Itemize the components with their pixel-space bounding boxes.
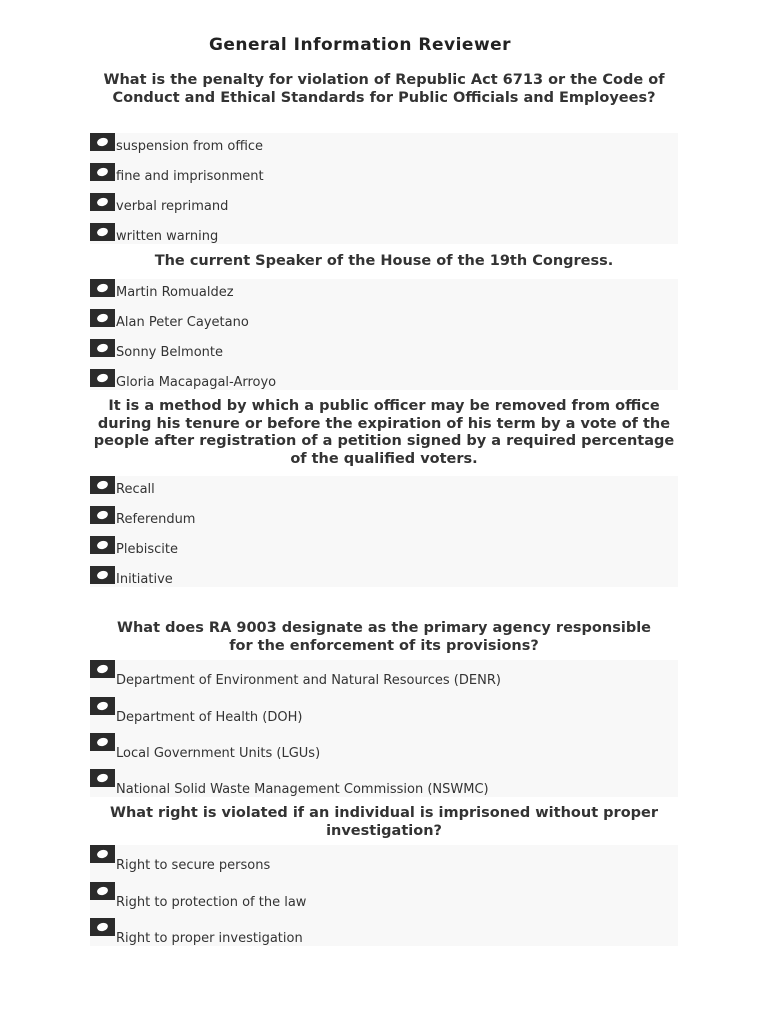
option[interactable] (90, 536, 678, 562)
radio-icon[interactable] (90, 163, 115, 181)
radio-icon[interactable] (90, 279, 115, 297)
radio-icon[interactable] (90, 223, 115, 241)
radio-icon[interactable] (90, 660, 115, 678)
options-group (90, 660, 678, 797)
question-text: What right is violated if an individual is imprisoned without proper investigation? (109, 805, 659, 839)
radio-icon[interactable] (90, 476, 115, 494)
option[interactable] (90, 339, 678, 365)
radio-icon[interactable] (90, 769, 115, 787)
option[interactable] (90, 660, 678, 686)
option[interactable] (90, 506, 678, 532)
option[interactable] (90, 279, 678, 305)
option-label: fine and imprisonment (116, 169, 264, 184)
option[interactable] (90, 882, 678, 908)
option[interactable] (90, 369, 678, 395)
option[interactable] (90, 733, 678, 759)
radio-icon[interactable] (90, 506, 115, 524)
radio-icon[interactable] (90, 193, 115, 211)
option[interactable] (90, 193, 678, 219)
option-label: suspension from office (116, 139, 264, 154)
option[interactable] (90, 223, 678, 249)
question-text: What does RA 9003 designate as the primary agency responsible for the enforcement of its provisions? (116, 620, 651, 654)
radio-icon[interactable] (90, 845, 115, 863)
options-group (90, 845, 678, 946)
option-label: Plebiscite (116, 542, 178, 557)
option-label: written warning (116, 229, 219, 244)
option[interactable] (90, 769, 678, 795)
radio-icon[interactable] (90, 697, 115, 715)
options-group (90, 476, 678, 587)
option-label: Department of Health (DOH) (116, 710, 303, 725)
option-label: Local Government Units (LGUs) (116, 746, 321, 761)
option-label: Recall (116, 482, 155, 497)
options-group (90, 279, 678, 390)
radio-icon[interactable] (90, 369, 115, 387)
option[interactable] (90, 697, 678, 723)
radio-icon[interactable] (90, 733, 115, 751)
radio-icon[interactable] (90, 133, 115, 151)
option-label: Sonny Belmonte (116, 345, 223, 360)
question-text: The current Speaker of the House of the 19th Congress. (154, 253, 614, 269)
option[interactable] (90, 133, 678, 159)
radio-icon[interactable] (90, 882, 115, 900)
option-label: Initiative (116, 572, 173, 587)
page-title: General Information Reviewer (208, 35, 512, 55)
question-text: What is the penalty for violation of Republic Act 6713 or the Code of Conduct and Ethical Standards for Public Officials and Employees? (103, 72, 665, 106)
option-label: Department of Environment and Natural Resources (DENR) (116, 673, 501, 688)
options-group (90, 133, 678, 244)
option-label: Right to proper investigation (116, 931, 303, 946)
option[interactable] (90, 918, 678, 944)
option-label: verbal reprimand (116, 199, 229, 214)
option-label: National Solid Waste Management Commission (NSWMC) (116, 782, 489, 797)
option-label: Martin Romualdez (116, 285, 234, 300)
radio-icon[interactable] (90, 309, 115, 327)
option-label: Alan Peter Cayetano (116, 315, 249, 330)
option[interactable] (90, 476, 678, 502)
option[interactable] (90, 163, 678, 189)
option[interactable] (90, 309, 678, 335)
question-text: It is a method by which a public officer may be removed from office during his tenure or before the expiration of his term by a vote of the people after registration of a petition signed by a required percentage of the qualified voters. (93, 398, 675, 467)
option[interactable] (90, 566, 678, 592)
radio-icon[interactable] (90, 339, 115, 357)
option-label: Referendum (116, 512, 196, 527)
radio-icon[interactable] (90, 536, 115, 554)
option[interactable] (90, 845, 678, 871)
radio-icon[interactable] (90, 918, 115, 936)
radio-icon[interactable] (90, 566, 115, 584)
option-label: Right to secure persons (116, 858, 271, 873)
option-label: Gloria Macapagal-Arroyo (116, 375, 277, 390)
option-label: Right to protection of the law (116, 895, 307, 910)
